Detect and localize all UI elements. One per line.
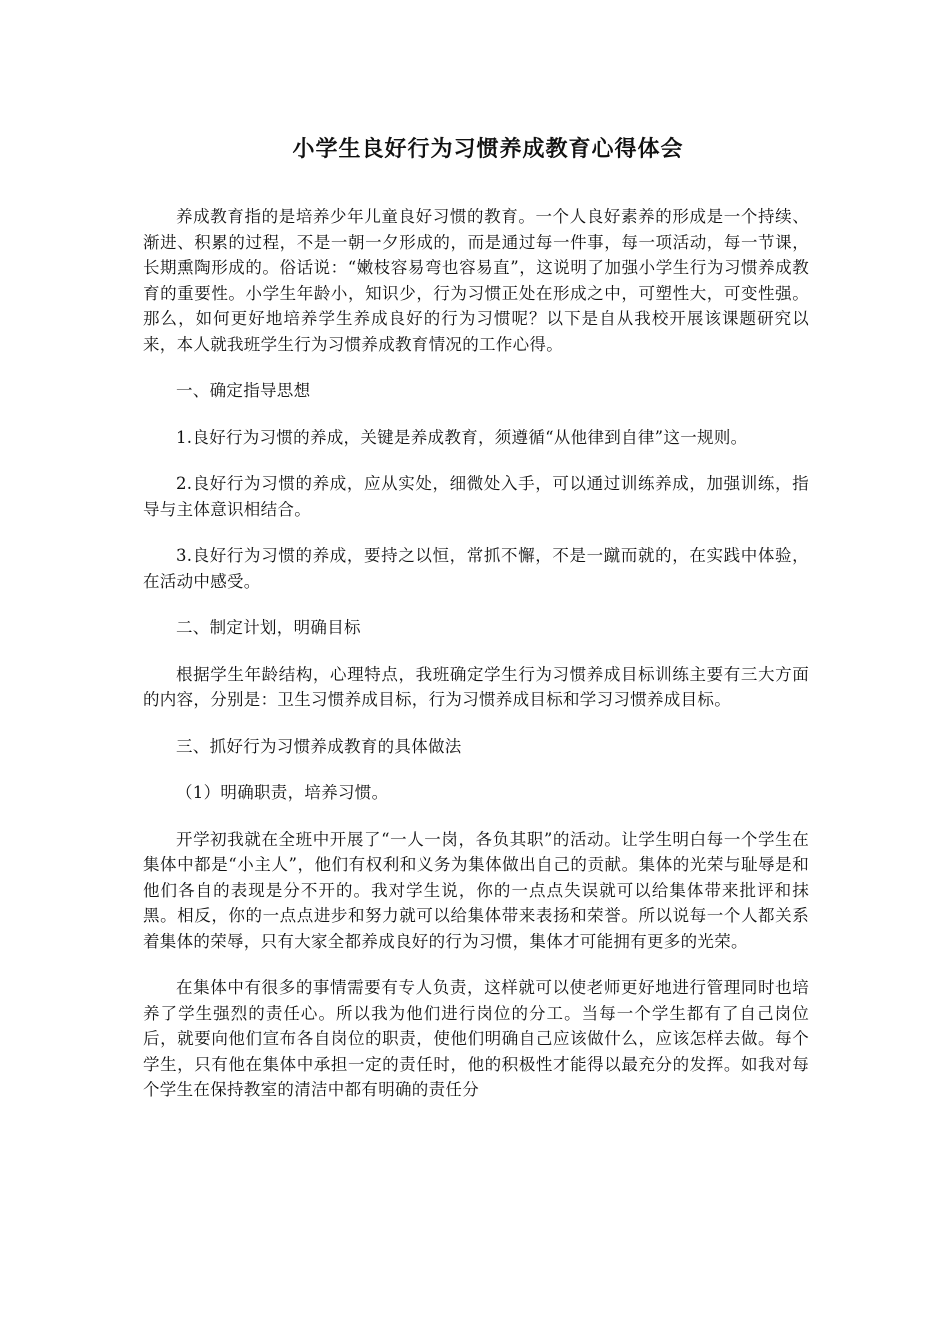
subheading-1: （1）明确职责，培养习惯。 — [176, 783, 389, 802]
paragraph-activity: 开学初我就在全班中开展了“一人一岗，各负其职”的活动。让学生明白每一个学生在集体中都是“小主人”，他们有权利和义务为集体做出自己的贡献。集体的光荣与耻辱是和他们各自的表现是分不开的。我对学生说，你的一点点失误就可以给集体带来批评和抹黑。相反，你的一点点进步和努力就可以给集体带来表扬和荣誉。所以说每一个人都关系着集体的荣辱，只有大家全都养成良好的行为习惯，集体才可能拥有更多的光荣。 — [143, 829, 809, 951]
paragraph-duties: 在集体中有很多的事情需要有专人负责，这样就可以使老师更好地进行管理同时也培养了学生强烈的责任心。所以我为他们进行岗位的分工。当每一个学生都有了自己岗位后，就要向他们宣布各自岗位的职责，使他们明确自己应该做什么，应该怎样去做。每个学生，只有他在集体中承担一定的责任时，他的积极性才能得以最充分的发挥。如我对每个学生在保持教室的清洁中都有明确的责任分 — [143, 978, 809, 1099]
list-item-2: 2.良好行为习惯的养成，应从实处，细微处入手，可以通过训练养成，加强训练，指导与主体意识相结合。 — [143, 474, 809, 519]
paragraph-intro: 养成教育指的是培养少年儿童良好习惯的教育。一个人良好素养的形成是一个持续、渐进、积累的过程，不是一朝一夕形成的，而是通过每一件事，每一项活动，每一节课，长期熏陶形成的。俗话说：“嫩枝容易弯也容易直”，这说明了加强小学生行为习惯养成教育的重要性。小学生年龄小，知识少，行为习惯正处在形成之中，可塑性大，可变性强。那么，如何更好地培养学生养成良好的行为习惯呢？以下是自从我校开展该课题研究以来，本人就我班学生行为习惯养成教育情况的工作心得。 — [143, 207, 809, 354]
document-title: 小学生良好行为习惯养成教育心得体会 — [292, 137, 684, 162]
list-item-3: 3.良好行为习惯的养成，要持之以恒，常抓不懈，不是一蹴而就的，在实践中体验，在活动中感受。 — [143, 546, 809, 591]
document-page — [143, 130, 809, 1124]
section-heading-2: 二、制定计划，明确目标 — [176, 618, 361, 637]
section-heading-3: 三、抓好行为习惯养成教育的具体做法 — [176, 736, 462, 756]
paragraph-goals: 根据学生年龄结构，心理特点，我班确定学生行为习惯养成目标训练主要有三大方面的内容，分别是：卫生习惯养成目标，行为习惯养成目标和学习习惯养成目标。 — [143, 664, 809, 709]
section-heading-1: 一、确定指导思想 — [176, 381, 311, 400]
list-item-1: 1.良好行为习惯的养成，关键是养成教育，须遵循“从他律到自律”这一规则。 — [176, 427, 748, 447]
